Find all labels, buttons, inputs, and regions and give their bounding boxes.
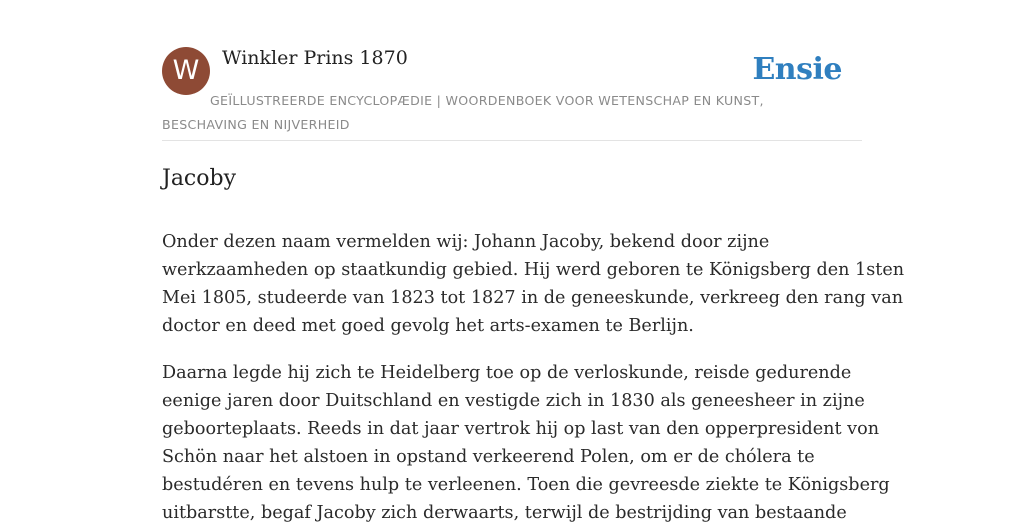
paragraph-line: Mei 1805, studeerde van 1823 tot 1827 in de geneeskunde, verkreeg den rang van [162, 288, 904, 308]
ensie-logo-link[interactable]: Ensie [752, 52, 842, 87]
paragraph-line: doctor en deed met goed gevolg het arts-examen te Berlijn. [162, 316, 694, 336]
paragraph-line: uitbarstte, begaf Jacoby zich derwaarts, terwijl de bestrijding van bestaande [162, 503, 847, 523]
source-avatar[interactable]: W [162, 47, 210, 95]
paragraph-line: bestudéren en tevens hulp te verleenen. Toen die gevreesde ziekte te Königsberg [162, 475, 890, 495]
paragraph-line: werkzaamheden op staatkundig gebied. Hij werd geboren te Königsberg den 1sten [162, 260, 905, 280]
article [162, 160, 905, 527]
paragraph-line: Schön naar het alstoen in opstand verkeerend Polen, om er de chólera te [162, 447, 815, 467]
article-paragraph-2 [162, 359, 890, 527]
article-paragraph-1 [162, 228, 905, 340]
source-title-link[interactable]: Winkler Prins 1870 [222, 47, 408, 69]
paragraph-line: geboorteplaats. Reeds in dat jaar vertrok hij op last van den opperpresident von [162, 419, 880, 439]
source-header [162, 46, 862, 141]
paragraph-line: Onder dezen naam vermelden wij: Johann Jacoby, bekend door zijne [162, 232, 770, 252]
article-headword: Jacoby [162, 166, 237, 191]
paragraph-line: Daarna legde hij zich te Heidelberg toe op de verloskunde, reisde gedurende [162, 363, 852, 383]
paragraph-line: eenige jaren door Duitschland en vestigde zich in 1830 als geneesheer in zijne [162, 391, 865, 411]
source-subtitle: GEÏLLUSTREERDE ENCYCLOPÆDIE | WOORDENBOEK VOOR WETENSCHAP EN KUNST, BESCHAVING EN NIJVERHEID [162, 93, 764, 132]
